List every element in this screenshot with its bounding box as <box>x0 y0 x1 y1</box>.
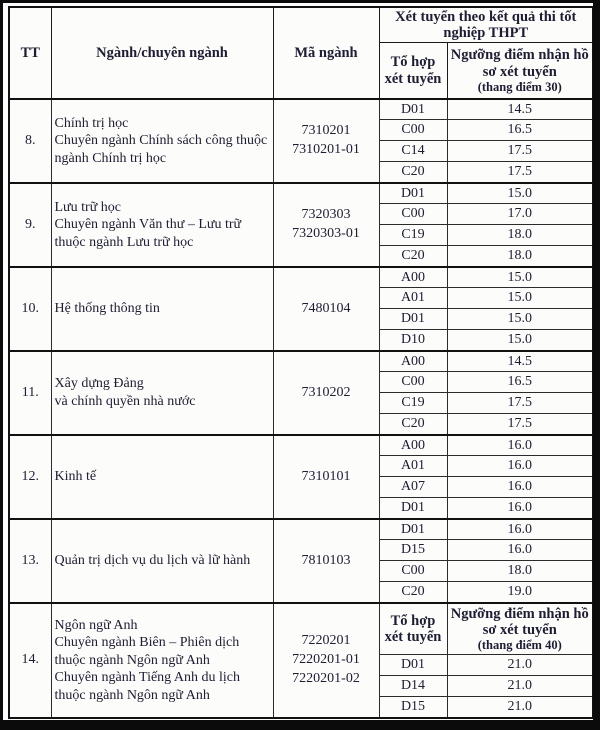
combination-cell: C20 <box>379 414 447 435</box>
major-code-line: 7480104 <box>301 300 351 316</box>
row-number-cell: 9. <box>9 183 51 267</box>
score-cell: 18.0 <box>447 225 593 246</box>
major-code-cell <box>273 435 379 519</box>
major-name-line: Lưu trữ học <box>54 199 121 215</box>
combination-cell: C00 <box>379 372 447 393</box>
score-cell: 17.5 <box>447 393 593 414</box>
major-code-line: 7310101 <box>301 468 351 484</box>
score-cell: 19.0 <box>447 582 593 603</box>
major-code-cell <box>273 267 379 351</box>
table-row <box>9 351 593 372</box>
admission-table-body <box>9 99 593 718</box>
score-cell: 15.0 <box>447 183 593 204</box>
combination-cell: A01 <box>379 288 447 309</box>
combination-cell: D01 <box>379 498 447 519</box>
combination-cell: D15 <box>379 697 447 718</box>
major-name-line: Ngôn ngữ Anh <box>54 617 138 633</box>
score-cell: 15.0 <box>447 330 593 351</box>
table-row <box>9 183 593 204</box>
score-cell: 21.0 <box>447 655 593 676</box>
combination-cell: D01 <box>379 309 447 330</box>
document-page <box>3 3 593 720</box>
combination-cell: D01 <box>379 655 447 676</box>
header-major-code: Mã ngành <box>273 7 379 99</box>
row-number-cell: 11. <box>9 351 51 435</box>
major-name-cell <box>51 99 273 183</box>
major-name-line: Chuyên ngành Chính sách công thuộc ngành Chính trị học <box>54 133 268 166</box>
major-code-line: 7220201-02 <box>292 670 360 686</box>
score-cell: 16.5 <box>447 372 593 393</box>
major-name-cell <box>51 519 273 603</box>
combination-cell: A00 <box>379 351 447 372</box>
major-code-cell <box>273 603 379 718</box>
score-cell: 16.0 <box>447 435 593 456</box>
score-cell: 16.5 <box>447 120 593 141</box>
score-cell: 21.0 <box>447 676 593 697</box>
combination-cell: D15 <box>379 540 447 561</box>
major-name-line: và chính quyền nhà nước <box>54 393 196 409</box>
major-name-line: Chính trị học <box>54 115 129 131</box>
score-cell: 14.5 <box>447 351 593 372</box>
score-cell: 16.0 <box>447 519 593 540</box>
major-code-line: 7320303 <box>301 207 351 223</box>
combination-cell: C19 <box>379 225 447 246</box>
combination-cell: C20 <box>379 162 447 183</box>
combination-cell: A00 <box>379 267 447 288</box>
major-name-cell <box>51 183 273 267</box>
table-row <box>9 267 593 288</box>
score-cell: 15.0 <box>447 309 593 330</box>
major-code-line: 7220201 <box>301 633 351 649</box>
header-exam-group: Xét tuyển theo kết quả thi tốt nghiệp THPT <box>379 7 593 43</box>
score-cell: 17.5 <box>447 162 593 183</box>
row-number-cell: 14. <box>9 603 51 718</box>
combination-cell: D01 <box>379 99 447 120</box>
score-cell: 17.5 <box>447 414 593 435</box>
major-name-cell <box>51 435 273 519</box>
major-name-line: Quản trị dịch vụ du lịch và lữ hành <box>54 553 251 569</box>
combination-cell: D14 <box>379 676 447 697</box>
combination-cell: C00 <box>379 120 447 141</box>
row-number-cell: 12. <box>9 435 51 519</box>
table-row <box>9 435 593 456</box>
combination-cell: C20 <box>379 246 447 267</box>
major-code-cell <box>273 519 379 603</box>
header-combination: Tổ hợp xét tuyển <box>379 43 447 99</box>
combination-cell: A01 <box>379 456 447 477</box>
header-threshold <box>447 43 593 99</box>
table-row <box>9 99 593 120</box>
major-name-line: Chuyên ngành Tiếng Anh du lịch thuộc ngành Ngôn ngữ Anh <box>54 670 241 703</box>
major-name-cell <box>51 267 273 351</box>
major-code-line: 7320303-01 <box>292 225 360 241</box>
score-cell: 18.0 <box>447 246 593 267</box>
combination-cell: C19 <box>379 393 447 414</box>
subheader-combination: Tổ hợp xét tuyển <box>379 603 447 655</box>
table-row <box>9 603 593 655</box>
subheader-threshold-label: Ngưỡng điểm nhận hồ sơ xét tuyển <box>450 605 589 639</box>
major-code-cell <box>273 183 379 267</box>
major-name-line: Kinh tế <box>54 469 97 485</box>
row-number-cell: 10. <box>9 267 51 351</box>
header-major: Ngành/chuyên ngành <box>51 7 273 99</box>
major-code-line: 7310202 <box>301 384 351 400</box>
major-code-line: 7810103 <box>301 552 351 568</box>
score-cell: 15.0 <box>447 288 593 309</box>
combination-cell: D10 <box>379 330 447 351</box>
row-number-cell: 8. <box>9 99 51 183</box>
header-tt: TT <box>9 7 51 99</box>
score-cell: 16.0 <box>447 456 593 477</box>
row-number-cell: 13. <box>9 519 51 603</box>
combination-cell: C14 <box>379 141 447 162</box>
subheader-threshold-note: (thang điểm 40) <box>477 638 562 653</box>
major-name-line: Xây dựng Đảng <box>54 376 144 392</box>
score-cell: 17.0 <box>447 204 593 225</box>
score-cell: 16.0 <box>447 540 593 561</box>
major-name-line: Chuyên ngành Biên – Phiên dịch thuộc ngành Ngôn ngữ Anh <box>54 635 240 668</box>
admission-table-header <box>9 7 593 99</box>
combination-cell: C00 <box>379 561 447 582</box>
combination-cell: C20 <box>379 582 447 603</box>
major-name-line: Hệ thống thông tin <box>54 301 160 317</box>
score-cell: 15.0 <box>447 267 593 288</box>
score-cell: 17.5 <box>447 141 593 162</box>
header-threshold-note: (thang điểm 30) <box>477 79 562 94</box>
score-cell: 16.0 <box>447 477 593 498</box>
subheader-threshold <box>447 603 593 655</box>
score-cell: 21.0 <box>447 697 593 718</box>
header-row-top <box>9 7 593 43</box>
major-code-line: 7310201-01 <box>292 141 360 157</box>
major-name-line: Chuyên ngành Văn thư – Lưu trữ thuộc ngành Lưu trữ học <box>54 217 242 250</box>
major-code-line: 7220201-01 <box>292 652 360 668</box>
score-cell: 18.0 <box>447 561 593 582</box>
header-threshold-label: Ngưỡng điểm nhận hồ sơ xét tuyển <box>450 47 589 80</box>
combination-cell: D01 <box>379 519 447 540</box>
admission-table <box>8 6 593 719</box>
major-name-cell <box>51 603 273 718</box>
major-name-cell <box>51 351 273 435</box>
major-code-line: 7310201 <box>301 123 351 139</box>
score-cell: 14.5 <box>447 99 593 120</box>
combination-cell: A00 <box>379 435 447 456</box>
major-code-cell <box>273 351 379 435</box>
major-code-cell <box>273 99 379 183</box>
combination-cell: C00 <box>379 204 447 225</box>
combination-cell: A07 <box>379 477 447 498</box>
table-row <box>9 519 593 540</box>
combination-cell: D01 <box>379 183 447 204</box>
score-cell: 16.0 <box>447 498 593 519</box>
